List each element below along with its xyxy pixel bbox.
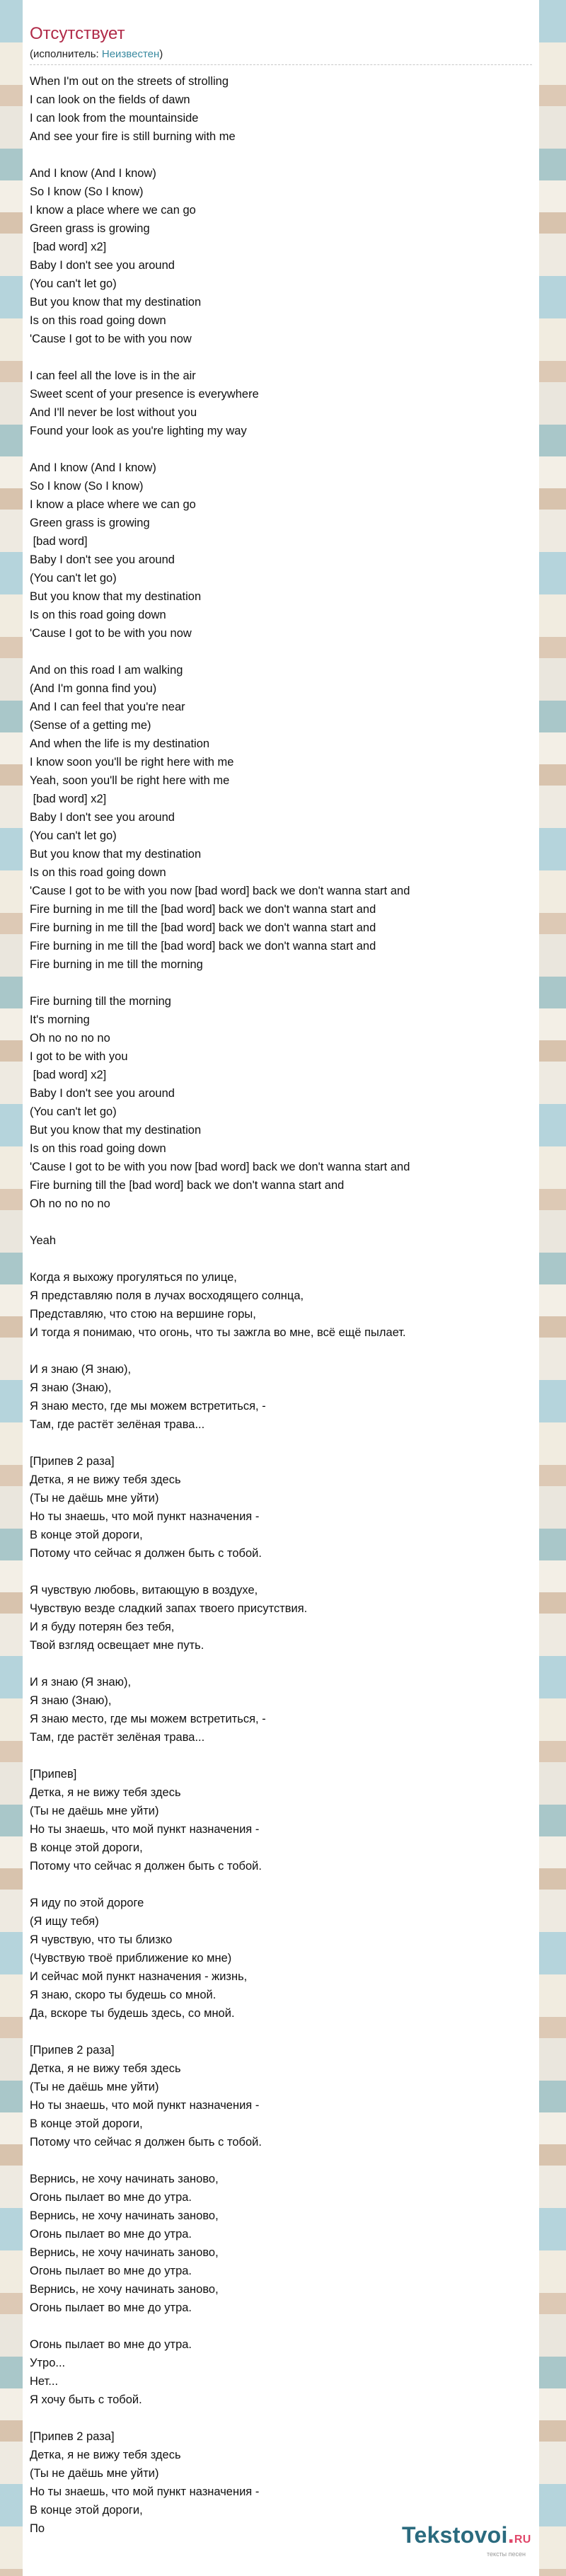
lyrics-line: Fire burning till the [bad word] back we don't wanna start and [30,1179,345,1192]
lyrics-line: (You can't let go) [30,1105,117,1118]
lyrics-line: Нет... [30,2375,59,2388]
lyrics-line: Я чувствую, что ты близко [30,1933,173,1946]
site-logo[interactable] [402,2523,531,2558]
lyrics-line: [Припев 2 раза] [30,2430,115,2443]
lyrics-line: Детка, я не вижу тебя здесь [30,2062,181,2075]
lyrics-line: Но ты знаешь, что мой пункт назначения - [30,1510,260,1523]
lyrics-line: [Припев] [30,1768,77,1781]
lyrics-line: Детка, я не вижу тебя здесь [30,2449,181,2461]
lyrics-line: Потому что сейчас я должен быть с тобой. [30,1547,262,1560]
lyrics-line: [bad word] x2] [30,1069,107,1081]
lyrics-line: [bad word] x2] [30,241,107,253]
lyrics-line: But you know that my destination [30,296,202,309]
lyrics-line: В конце этой дороги, [30,1841,143,1854]
lyrics-line: Is on this road going down [30,1142,166,1155]
lyrics-line: Fire burning in me till the morning [30,958,203,971]
lyrics-line: Огонь пылает во мне до утра. [30,2228,192,2241]
logo-tagline: тексты песен [487,2551,526,2558]
lyrics-line: So I know (So I know) [30,480,144,493]
lyrics-line: Baby I don't see you around [30,259,175,272]
lyrics-line: And when the life is my destination [30,737,210,750]
lyrics-line: I can feel all the love is in the air [30,369,196,382]
lyrics-line: Я иду по этой дороге [30,1897,144,1909]
lyrics-line: So I know (So I know) [30,185,144,198]
lyrics-line: 'Cause I got to be with you now [bad word] back we don't wanna start and [30,1161,410,1173]
lyrics-line: Is on this road going down [30,314,166,327]
lyrics-line: Я знаю место, где мы можем встретиться, - [30,1400,266,1413]
logo-name: Tekstovoi [402,2522,508,2548]
lyrics-line: Fire burning in me till the [bad word] back we don't wanna start and [30,940,376,953]
lyrics-line: 'Cause I got to be with you now [30,333,192,345]
lyrics-line: Огонь пылает во мне до утра. [30,2301,192,2314]
lyrics-line: Baby I don't see you around [30,811,175,824]
lyrics-line: Там, где растёт зелёная трава... [30,1731,205,1744]
lyrics-line: И тогда я понимаю, что огонь, что ты зажгла во мне, всё ещё пылает. [30,1326,406,1339]
lyrics-line: I got to be with you [30,1050,128,1063]
lyrics-line: And on this road I am walking [30,664,183,677]
lyrics-line: И сейчас мой пункт назначения - жизнь, [30,1970,248,1983]
lyrics-line: And I can feel that you're near [30,701,185,713]
lyrics-line: Я знаю место, где мы можем встретиться, - [30,1713,266,1725]
lyrics-line: 'Cause I got to be with you now [30,627,192,640]
lyrics-line: Baby I don't see you around [30,1087,175,1100]
lyrics-line: Я знаю (Знаю), [30,1694,112,1707]
lyrics-line: В конце этой дороги, [30,2504,143,2517]
lyrics-line: Я чувствую любовь, витающую в воздухе, [30,1584,258,1597]
lyrics-line: Детка, я не вижу тебя здесь [30,1786,181,1799]
lyrics-line: Fire burning in me till the [bad word] back we don't wanna start and [30,903,376,916]
lyrics-line: Fire burning in me till the [bad word] back we don't wanna start and [30,921,376,934]
lyrics-line: Я знаю, скоро ты будешь со мной. [30,1989,216,2001]
lyrics-line: [Припев 2 раза] [30,2044,115,2057]
lyrics-line: (Ты не даёшь мне уйти) [30,1492,159,1505]
lyrics-line: I know a place where we can go [30,204,196,217]
lyrics-line: Но ты знаешь, что мой пункт назначения - [30,2099,260,2112]
content-panel [23,0,539,2576]
logo-tld: RU [514,2534,531,2546]
lyrics-line: (Ты не даёшь мне уйти) [30,1805,159,1817]
lyrics-line: (You can't let go) [30,829,117,842]
lyrics-line: Но ты знаешь, что мой пункт назначения - [30,1823,260,1836]
lyrics-line: (Ты не даёшь мне уйти) [30,2467,159,2480]
lyrics-line: Is on this road going down [30,866,166,879]
lyrics-line: Я хочу быть с тобой. [30,2393,142,2406]
lyrics-line: Когда я выхожу прогуляться по улице, [30,1271,237,1284]
lyrics-line: Green grass is growing [30,517,150,529]
lyrics-line: Но ты знаешь, что мой пункт назначения - [30,2485,260,2498]
artist-link[interactable]: Неизвестен [101,48,160,60]
lyrics-line: It's morning [30,1013,90,1026]
lyrics-line: Детка, я не вижу тебя здесь [30,1473,181,1486]
lyrics-line: Потому что сейчас я должен быть с тобой. [30,2136,262,2149]
lyrics-line: Чувствую везде сладкий запах твоего присутствия. [30,1602,308,1615]
lyrics-line: Твой взгляд освещает мне путь. [30,1639,204,1652]
lyrics-line: Да, вскоре ты будешь здесь, со мной. [30,2007,235,2020]
lyrics-line: В конце этой дороги, [30,2117,143,2130]
lyrics-line: Утро... [30,2357,66,2369]
lyrics-line: [bad word] x2] [30,793,107,805]
lyrics-line: Yeah [30,1234,57,1247]
artist-suffix: ) [159,48,163,60]
lyrics-line: And I know (And I know) [30,461,156,474]
lyrics-line: I know soon you'll be right here with me [30,756,234,769]
lyrics-line: Я знаю (Знаю), [30,1381,112,1394]
lyrics-line: Вернись, не хочу начинать заново, [30,2246,219,2259]
lyrics-line: По [30,2522,45,2535]
lyrics-line: Огонь пылает во мне до утра. [30,2265,192,2277]
lyrics-line: Вернись, не хочу начинать заново, [30,2209,219,2222]
lyrics-line: But you know that my destination [30,1124,202,1137]
lyrics-line: 'Cause I got to be with you now [bad word] back we don't wanna start and [30,885,410,897]
lyrics-line: И я знаю (Я знаю), [30,1363,132,1376]
lyrics-line: И я буду потерян без тебя, [30,1621,175,1633]
lyrics-line: Green grass is growing [30,222,150,235]
lyrics-line: And I know (And I know) [30,167,156,180]
lyrics-line: (Sense of a getting me) [30,719,151,732]
lyrics-line: [Припев 2 раза] [30,1455,115,1468]
lyrics-line: I can look from the mountainside [30,112,199,125]
lyrics-line: Fire burning till the morning [30,995,171,1008]
title-divider [30,64,532,65]
lyrics-line: Oh no no no no [30,1032,110,1045]
lyrics-line: Я представляю поля в лучах восходящего солнца, [30,1289,304,1302]
lyrics-line: I can look on the fields of dawn [30,93,190,106]
lyrics-line: (Чувствую твоё приближение ко мне) [30,1952,232,1965]
logo-wordmark [402,2523,531,2552]
logo-dot: . [507,2522,514,2548]
lyrics-line: В конце этой дороги, [30,1529,143,1541]
lyrics-line: Baby I don't see you around [30,553,175,566]
lyrics-line: But you know that my destination [30,590,202,603]
lyrics-line: (Я ищу тебя) [30,1915,99,1928]
lyrics-line: Found your look as you're lighting my way [30,425,247,437]
lyrics-line: Yeah, soon you'll be right here with me [30,774,230,787]
lyrics-line: Is on this road going down [30,609,166,621]
lyrics-line: Потому что сейчас я должен быть с тобой. [30,1860,262,1873]
artist-prefix: (исполнитель: [30,48,102,60]
lyrics-line: Огонь пылает во мне до утра. [30,2191,192,2204]
lyrics-line: When I'm out on the streets of strolling [30,75,229,88]
lyrics-line: И я знаю (Я знаю), [30,1676,132,1689]
lyrics-line: (You can't let go) [30,277,117,290]
lyrics-line: Sweet scent of your presence is everywhere [30,388,259,401]
lyrics-line: [bad word] [30,535,88,548]
lyrics-line: Вернись, не хочу начинать заново, [30,2173,219,2185]
artist-line [30,48,163,60]
lyrics-line: Там, где растёт зелёная трава... [30,1418,205,1431]
lyrics-line: (Ты не даёшь мне уйти) [30,2081,159,2093]
lyrics-line: I know a place where we can go [30,498,196,511]
lyrics-line: Вернись, не хочу начинать заново, [30,2283,219,2296]
lyrics-line: Oh no no no no [30,1197,110,1210]
lyrics-text [30,72,532,2538]
lyrics-line: Представляю, что стою на вершине горы, [30,1308,256,1321]
page-title: Отсутствует [30,24,125,43]
lyrics-line: (And I'm gonna find you) [30,682,157,695]
lyrics-line: Огонь пылает во мне до утра. [30,2338,192,2351]
lyrics-line: (You can't let go) [30,572,117,585]
lyrics-line: But you know that my destination [30,848,202,861]
lyrics-line: And see your fire is still burning with me [30,130,236,143]
lyrics-line: And I'll never be lost without you [30,406,197,419]
